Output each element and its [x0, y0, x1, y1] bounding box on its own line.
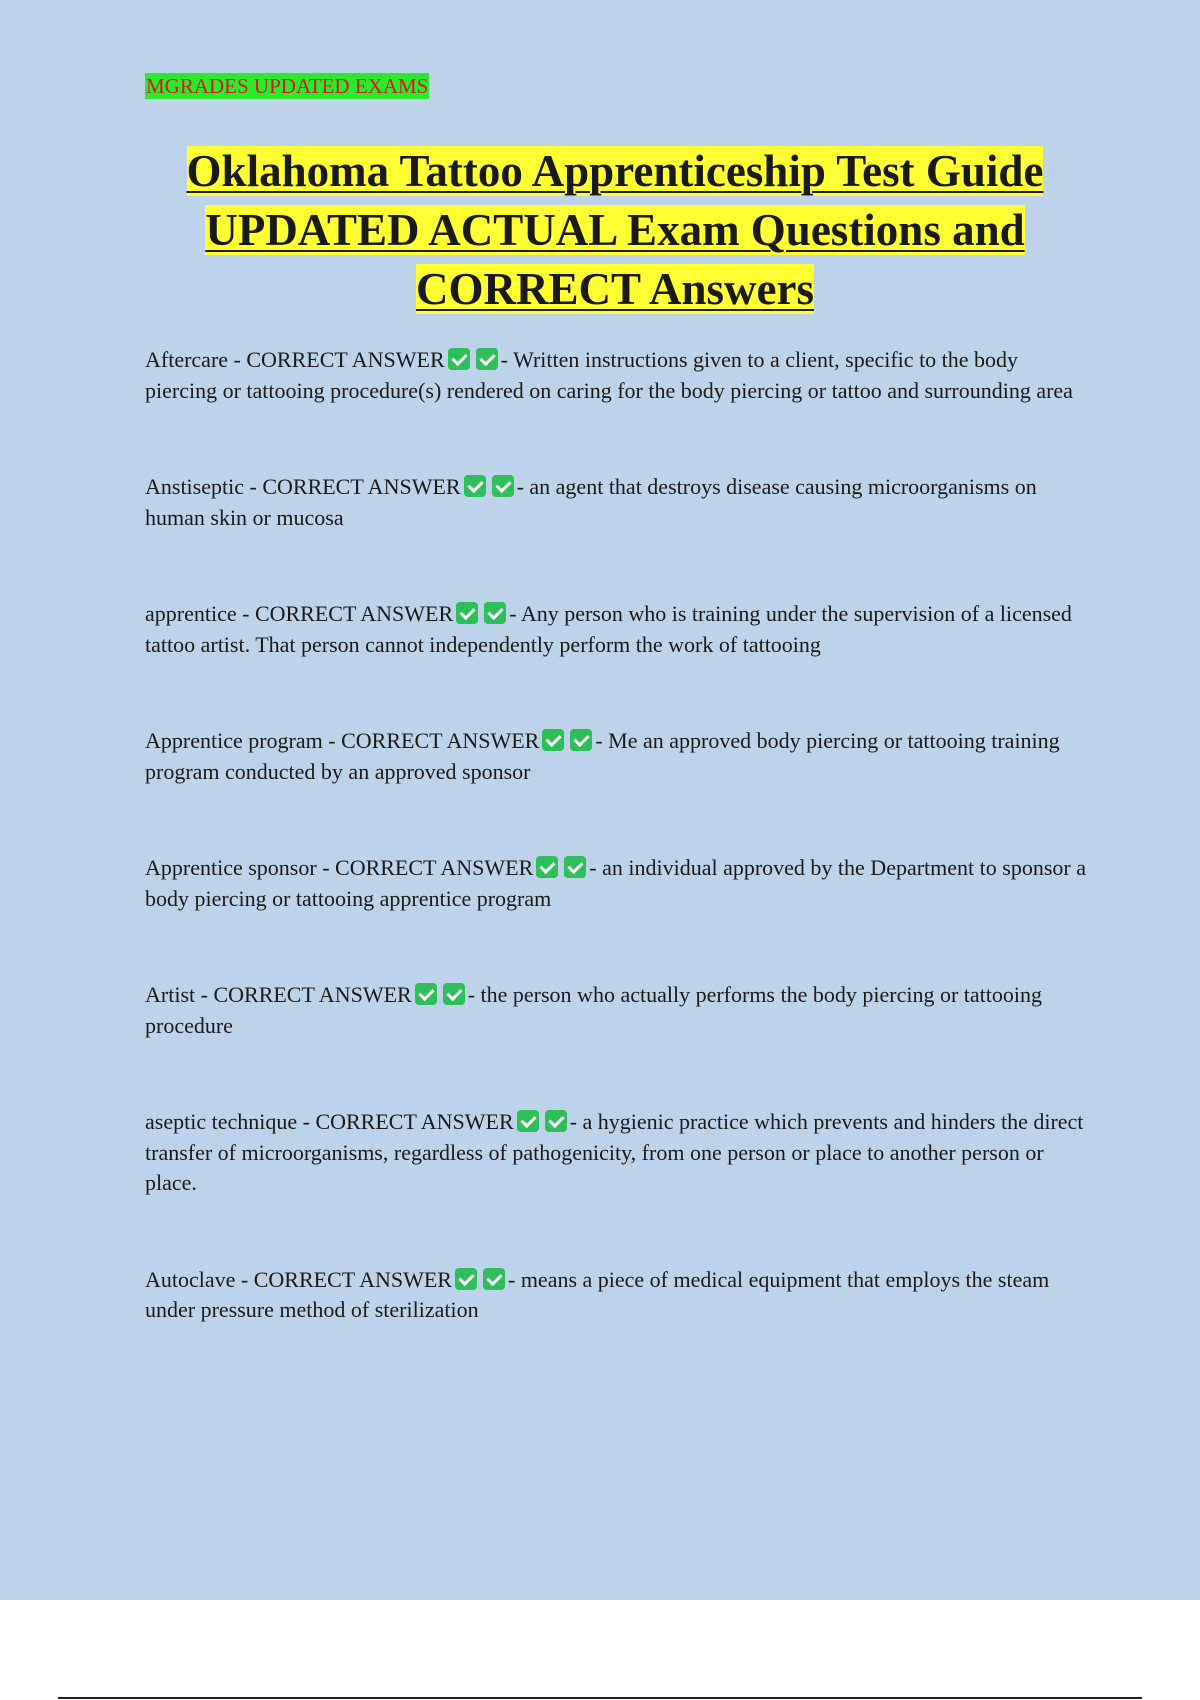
- header-tag: MGRADES UPDATED EXAMS: [146, 74, 429, 98]
- answer-marker: CORRECT ANSWER: [213, 982, 412, 1007]
- check-mark-icon: [483, 1268, 505, 1290]
- entry-definition: an agent that destroys disease causing microorganisms on human skin or mucosa: [145, 474, 1037, 530]
- entry-term: Artist: [145, 982, 196, 1007]
- entry-term: Apprentice program: [145, 728, 323, 753]
- definition-entry: Apprentice program - CORRECT ANSWER - Me an approved body piercing or tattooing training program conducted by an approved sponsor: [145, 728, 1060, 784]
- entry-definition: Me an approved body piercing or tattooing training program conducted by an approved sponsor: [145, 728, 1060, 784]
- check-mark-icon: [455, 1268, 477, 1290]
- entry-term: Autoclave: [145, 1266, 236, 1292]
- entry-definition: Written instructions given to a client, specific to the body piercing or tattooing procedure(s) rendered on caring for the body piercing or tattoo and surrounding area: [145, 347, 1073, 403]
- check-mark-icon: [476, 348, 498, 370]
- entry-term: aseptic technique: [145, 1109, 298, 1134]
- entry-term: apprentice: [145, 601, 237, 626]
- definition-entry: Artist - CORRECT ANSWER - the person who actually performs the body piercing or tattooing procedure: [145, 982, 1042, 1038]
- definition-entry: aseptic technique - CORRECT ANSWER - a hygienic practice which prevents and hinders the direct transfer of microorganisms, regardless of pathogenicity, from one person or place to another person or place.: [145, 1109, 1084, 1195]
- entry-definition: means a piece of medical equipment that employs the steam under pressure method of sterilization: [145, 1266, 1050, 1322]
- check-mark-icon: [570, 729, 592, 751]
- answer-marker: CORRECT ANSWER: [315, 1109, 514, 1134]
- title-line: Oklahoma Tattoo Apprenticeship Test Guide: [186, 146, 1044, 196]
- check-mark-icon: [492, 475, 514, 497]
- check-mark-icon: [517, 1110, 539, 1132]
- entry-term: Anstiseptic: [145, 474, 244, 499]
- entry-definition: the person who actually performs the body piercing or tattooing procedure: [145, 982, 1042, 1038]
- title-line: UPDATED ACTUAL Exam Questions and: [205, 205, 1025, 255]
- check-mark-icon: [456, 602, 478, 624]
- entry-definition: Any person who is training under the supervision of a licensed tattoo artist. That person cannot independently perform the work of tattooing: [145, 601, 1072, 657]
- answer-marker: CORRECT ANSWER: [335, 855, 534, 880]
- footer-divider: [58, 1697, 1142, 1699]
- check-mark-icon: [542, 729, 564, 751]
- entry-definition: a hygienic practice which prevents and hinders the direct transfer of microorganisms, regardless of pathogenicity, from one person or place to another person or place.: [145, 1109, 1084, 1195]
- answer-marker: CORRECT ANSWER: [262, 474, 461, 499]
- check-mark-icon: [415, 983, 437, 1005]
- answer-marker: CORRECT ANSWER: [246, 347, 445, 372]
- title-line: CORRECT Answers: [416, 264, 814, 314]
- entry-term: Apprentice sponsor: [145, 855, 317, 880]
- check-mark-icon: [448, 348, 470, 370]
- definition-list: [145, 345, 1095, 1326]
- document-title: [135, 142, 1095, 319]
- definition-entry: Anstiseptic - CORRECT ANSWER - an agent that destroys disease causing microorganisms on human skin or mucosa: [145, 474, 1037, 530]
- answer-marker: CORRECT ANSWER: [254, 601, 454, 626]
- check-mark-icon: [443, 983, 465, 1005]
- answer-marker: CORRECT ANSWER: [341, 728, 540, 753]
- definition-entry: apprentice - CORRECT ANSWER - Any person who is training under the supervision of a licensed tattoo artist. That person cannot independently perform the work of tattooing: [145, 601, 1072, 657]
- check-mark-icon: [545, 1110, 567, 1132]
- check-mark-icon: [464, 475, 486, 497]
- check-mark-icon: [484, 602, 506, 624]
- definition-entry: Aftercare - CORRECT ANSWER - Written instructions given to a client, specific to the body piercing or tattooing procedure(s) rendered on caring for the body piercing or tattoo and surrounding area: [145, 347, 1073, 403]
- entry-definition: an individual approved by the Department to sponsor a body piercing or tattooing apprentice program: [145, 855, 1086, 911]
- entry-term: Aftercare: [145, 347, 229, 372]
- check-mark-icon: [536, 856, 558, 878]
- definition-entry: Autoclave - CORRECT ANSWER - means a piece of medical equipment that employs the steam under pressure method of sterilization: [145, 1266, 1050, 1322]
- definition-entry: Apprentice sponsor - CORRECT ANSWER - an individual approved by the Department to sponsor a body piercing or tattooing apprentice program: [145, 855, 1086, 911]
- answer-marker: CORRECT ANSWER: [253, 1266, 452, 1292]
- check-mark-icon: [564, 856, 586, 878]
